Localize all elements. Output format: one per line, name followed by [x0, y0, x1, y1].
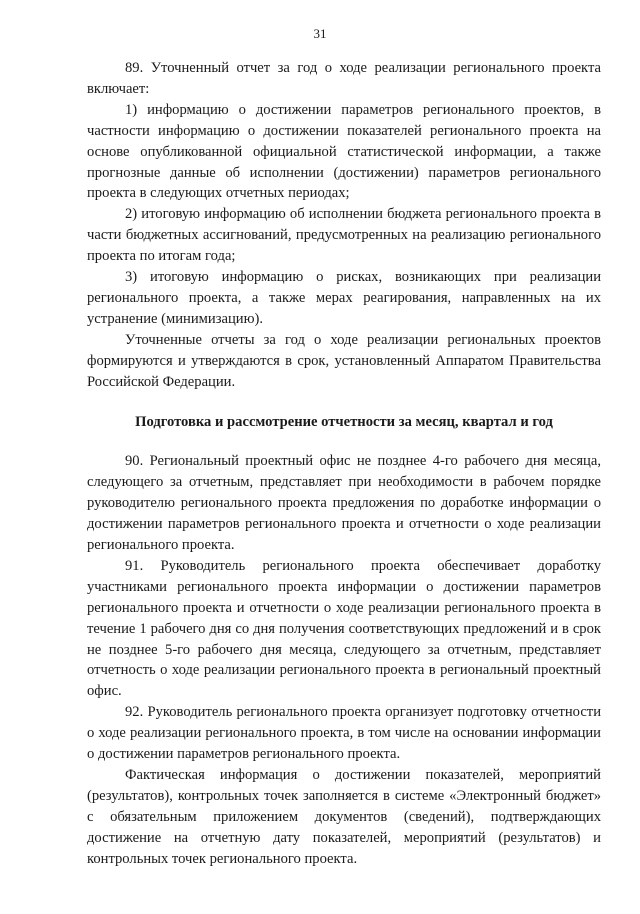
paragraph-91: 91. Руководитель регионального проекта обеспечивает доработку участниками регионального проекта информации о достижении параметров регионального проекта и отчетности о ходе реализации регионального проекта в течение 1 рабочего дня со дня получения соответствующих предложений и в срок не позднее 5-го рабочего дня месяца, следующего за отчетным, представляет отчетность о ходе реализации регионального проекта в региональный проектный офис.: [87, 557, 601, 700]
paragraph-89: 89. Уточненный отчет за год о ходе реализации регионального проекта включает:: [87, 60, 601, 97]
paragraph-annual-reports: Уточненные отчеты за год о ходе реализации региональных проектов формируются и утверждаются в срок, установленный Аппаратом Правительства Российской Федерации.: [87, 331, 601, 390]
list-item-1: 1) информацию о достижении параметров регионального проектов, в частности информацию о достижении показателей регионального проекта на основе опубликованной официальной статистической информации, а также прогнозные данные об исполнении (достижении) параметров регионального проекта в следующих отчетных периодах;: [87, 101, 601, 202]
page-number: 31: [313, 26, 327, 41]
section-heading: Подготовка и рассмотрение отчетности за месяц, квартал и год: [135, 413, 553, 430]
paragraph-92: 92. Руководитель регионального проекта организует подготовку отчетности о ходе реализации регионального проекта, в том числе на основании информации о достижении параметров регионального проекта.: [87, 704, 601, 763]
document-body: [87, 58, 601, 870]
paragraph-factual-info: Фактическая информация о достижении показателей, мероприятий (результатов), контрольных точек заполняется в системе «Электронный бюджет» с обязательным приложением документов (сведений), подтверждающих достижение на отчетную дату показателей, мероприятий (результатов) и контрольных точек регионального проекта.: [87, 767, 601, 867]
list-item-3: 3) итоговую информацию о рисках, возникающих при реализации регионального проекта, а также мерах реагирования, направленных на их устранение (минимизацию).: [87, 269, 601, 327]
paragraph-90: 90. Региональный проектный офис не позднее 4-го рабочего дня месяца, следующего за отчетным, представляет при необходимости в рабочем порядке руководителю регионального проекта предложения по доработке информации о достижении параметров регионального проекта и отчетности о ходе реализации регионального проекта.: [87, 453, 601, 554]
list-item-2: 2) итоговую информацию об исполнении бюджета регионального проекта в части бюджетных ассигнований, предусмотренных на реализацию регионального проекта по итогам года;: [87, 206, 601, 265]
